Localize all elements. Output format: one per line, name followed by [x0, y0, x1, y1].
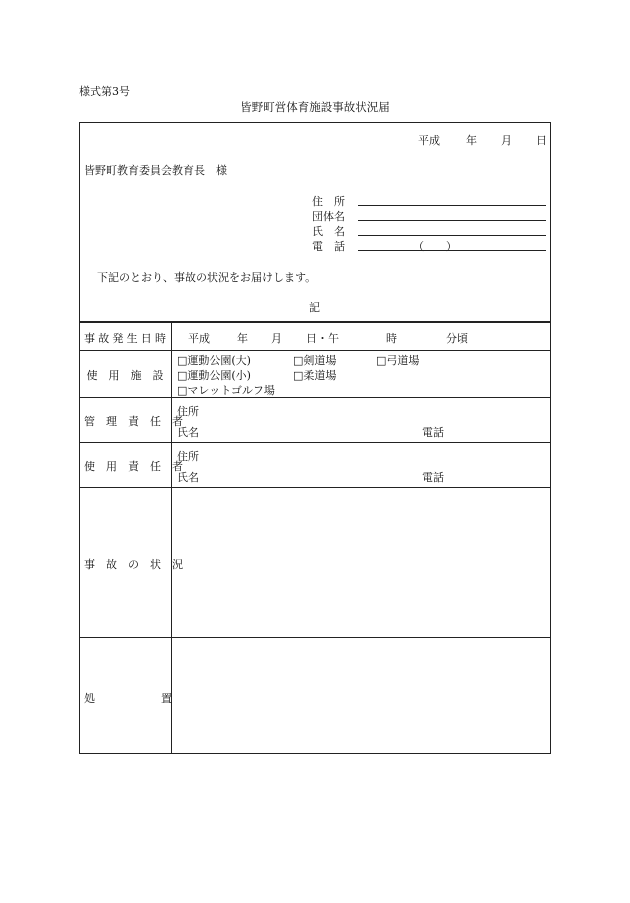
occurrence-label: 事故発生日時 [84, 332, 166, 345]
applicant-name-label: 氏 名 [312, 225, 345, 238]
facility-label: 使 用 施 設 [86, 369, 164, 382]
row-divider-1 [79, 350, 551, 351]
action-field[interactable] [172, 638, 550, 753]
row-divider-2 [79, 397, 551, 398]
occurrence-day-ampm: 日・午 [306, 332, 339, 345]
applicant-address-field[interactable] [358, 205, 546, 206]
applicant-group-label: 団体名 [312, 210, 345, 223]
situation-label: 事 故 の 状 況 [84, 558, 183, 571]
occurrence-year: 年 [237, 332, 248, 345]
user-label: 使 用 責 任 者 [84, 460, 183, 473]
applicant-phone-field[interactable] [358, 250, 546, 251]
facility-option-mallet-golf[interactable]: □マレットゴルフ場 [177, 384, 275, 397]
form-number: 様式第3号 [79, 85, 130, 98]
row-divider-3 [79, 442, 551, 443]
intro-text: 下記のとおり、事故の状況をお届けします。 [97, 271, 317, 284]
ki-marker: 記 [309, 301, 320, 314]
applicant-name-field[interactable] [358, 235, 546, 236]
facility-option-kendo[interactable]: □剣道場 [293, 354, 337, 367]
addressee: 皆野町教育委員会教育長 様 [84, 164, 227, 177]
applicant-phone-label: 電 話 [312, 240, 345, 253]
situation-field[interactable] [172, 488, 550, 636]
form-title: 皆野町営体育施設事故状況届 [240, 100, 390, 114]
occurrence-hour: 時 [386, 332, 397, 345]
date-year: 年 [466, 134, 477, 147]
occurrence-month: 月 [271, 332, 282, 345]
occurrence-era: 平成 [188, 332, 210, 345]
manager-name: 氏名 [177, 426, 199, 439]
applicant-address-label: 住 所 [312, 195, 345, 208]
facility-option-kyudo[interactable]: □弓道場 [376, 354, 420, 367]
header-divider [79, 321, 551, 323]
action-label: 処 置 [84, 692, 172, 705]
user-phone: 電話 [422, 471, 444, 484]
manager-label: 管 理 責 任 者 [84, 415, 183, 428]
applicant-phone-parens: （ ） [413, 240, 457, 253]
applicant-group-field[interactable] [358, 220, 546, 221]
date-month: 月 [501, 134, 512, 147]
user-name: 氏名 [177, 471, 199, 484]
date-era: 平成 [418, 134, 440, 147]
facility-option-park-small[interactable]: □運動公園(小) [177, 369, 251, 382]
date-day: 日 [536, 134, 547, 147]
user-address: 住所 [177, 450, 199, 463]
occurrence-minute: 分頃 [446, 332, 468, 345]
facility-option-judo[interactable]: □柔道場 [293, 369, 337, 382]
manager-address: 住所 [177, 405, 199, 418]
manager-phone: 電話 [422, 426, 444, 439]
facility-option-park-large[interactable]: □運動公園(大) [177, 354, 251, 367]
